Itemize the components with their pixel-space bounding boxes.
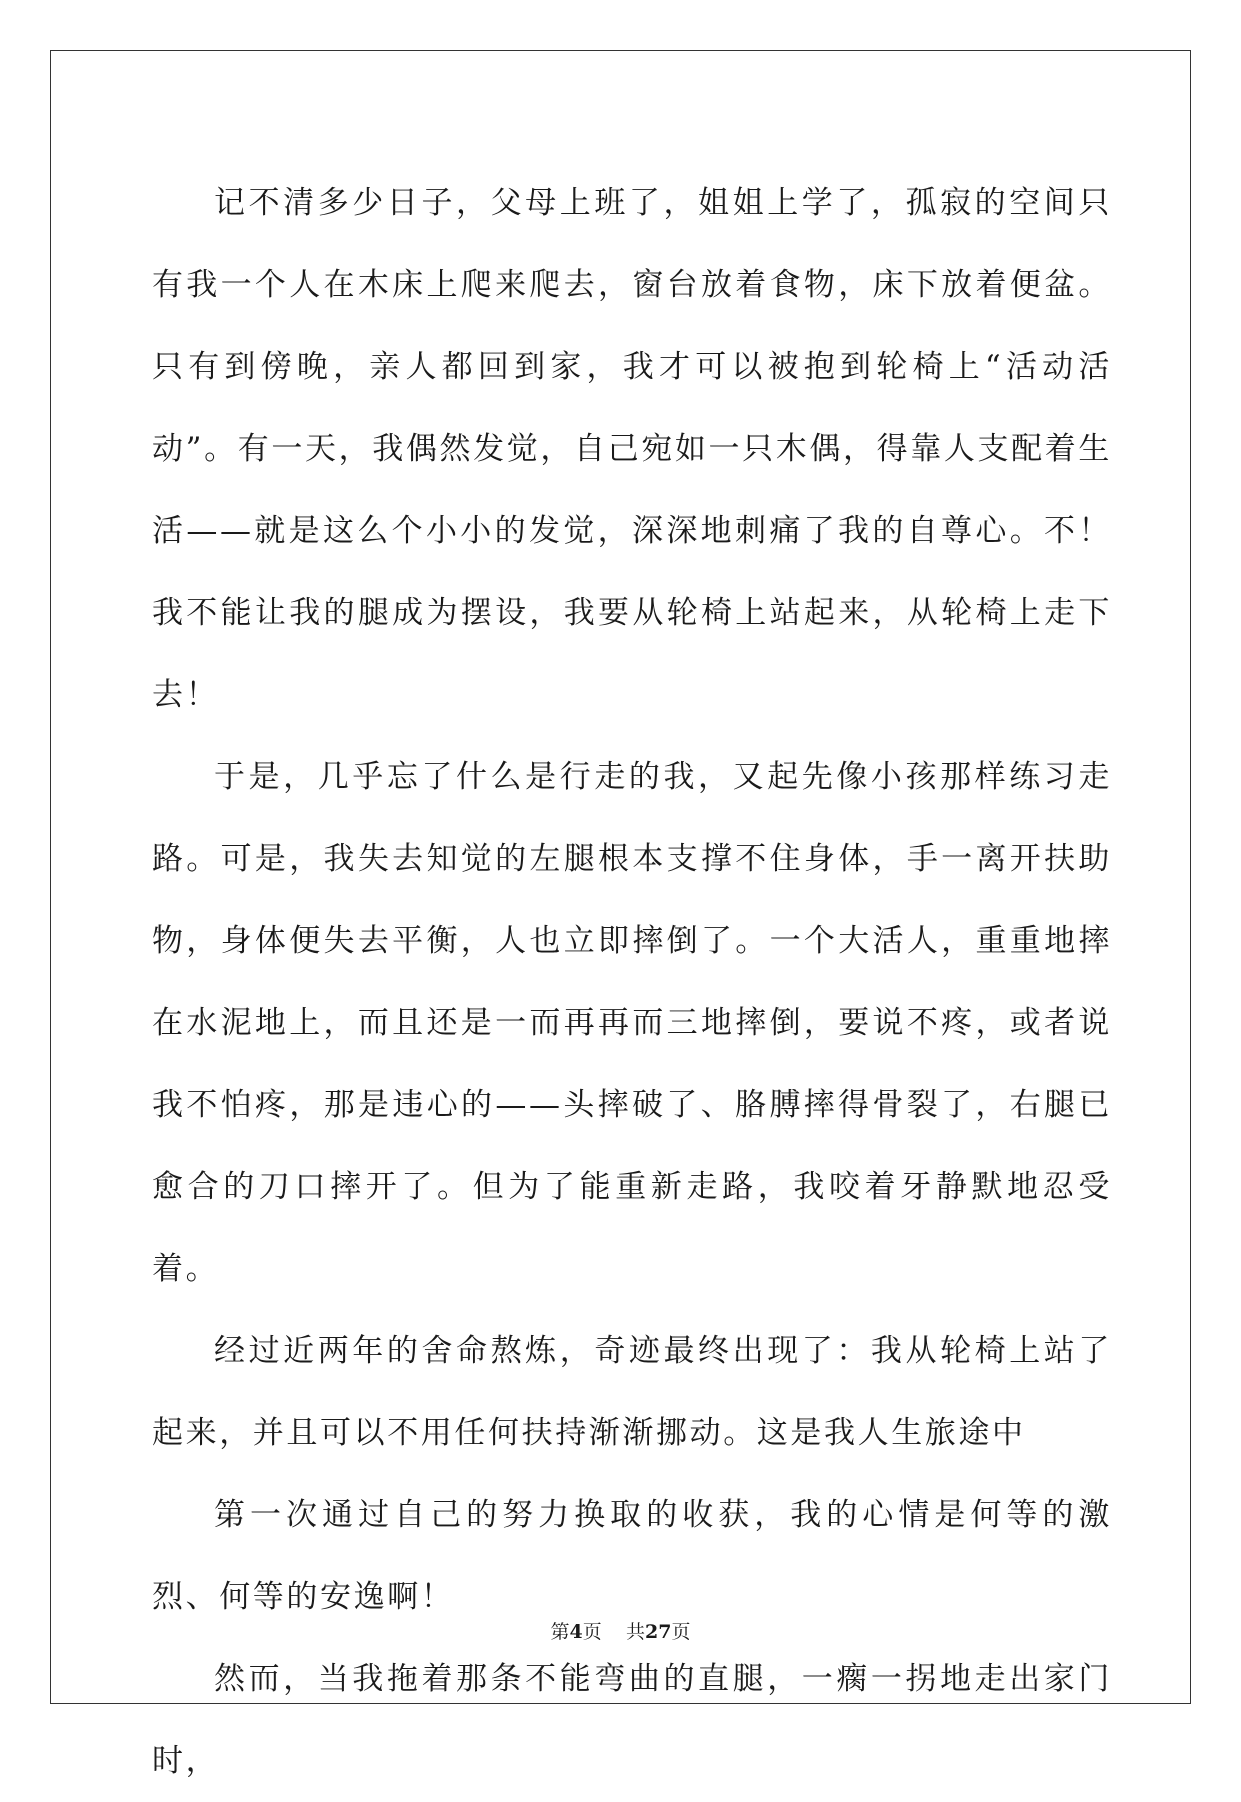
- page-footer: [0, 1617, 1241, 1644]
- total-pages: 27: [644, 1621, 672, 1643]
- paragraph-1: 记不清多少日子，父母上班了，姐姐上学了，孤寂的空间只有我一个人在木床上爬来爬去，窗台放着食物，床下放着便盆。只有到傍晚，亲人都回到家，我才可以被抱到轮椅上“活动活动”。有一天，我偶然发觉，自己宛如一只木偶，得靠人支配着生活——就是这么个小小的发觉，深深地刺痛了我的自尊心。不！我不能让我的腿成为摆设，我要从轮椅上站起来，从轮椅上走下去！: [152, 185, 1112, 713]
- page-prefix: 第: [550, 1621, 570, 1643]
- total-suffix: 页: [671, 1621, 691, 1643]
- total-prefix: 共: [625, 1621, 645, 1643]
- page-suffix: 页: [582, 1621, 602, 1643]
- paragraph-3: 经过近两年的舍命熬炼，奇迹最终出现了：我从轮椅上站了起来，并且可以不用任何扶持渐渐挪动。这是我人生旅途中: [152, 1333, 1112, 1451]
- paragraph-2: 于是，几乎忘了什么是行走的我，又起先像小孩那样练习走路。可是，我失去知觉的左腿根本支撑不住身体，手一离开扶助物，身体便失去平衡，人也立即摔倒了。一个大活人，重重地摔在水泥地上，而且还是一而再再而三地摔倒，要说不疼，或者说我不怕疼，那是违心的——头摔破了、胳膊摔得骨裂了，右腿已愈合的刀口摔开了。但为了能重新走路，我咬着牙静默地忍受着。: [152, 759, 1112, 1287]
- page-number: 4: [569, 1621, 583, 1643]
- paragraph-5: 然而，当我拖着那条不能弯曲的直腿，一瘸一拐地走出家门时，: [152, 1661, 1112, 1779]
- paragraph-4: 第一次通过自己的努力换取的收获，我的心情是何等的激烈、何等的安逸啊！: [152, 1497, 1112, 1615]
- document-body: [152, 162, 1112, 1802]
